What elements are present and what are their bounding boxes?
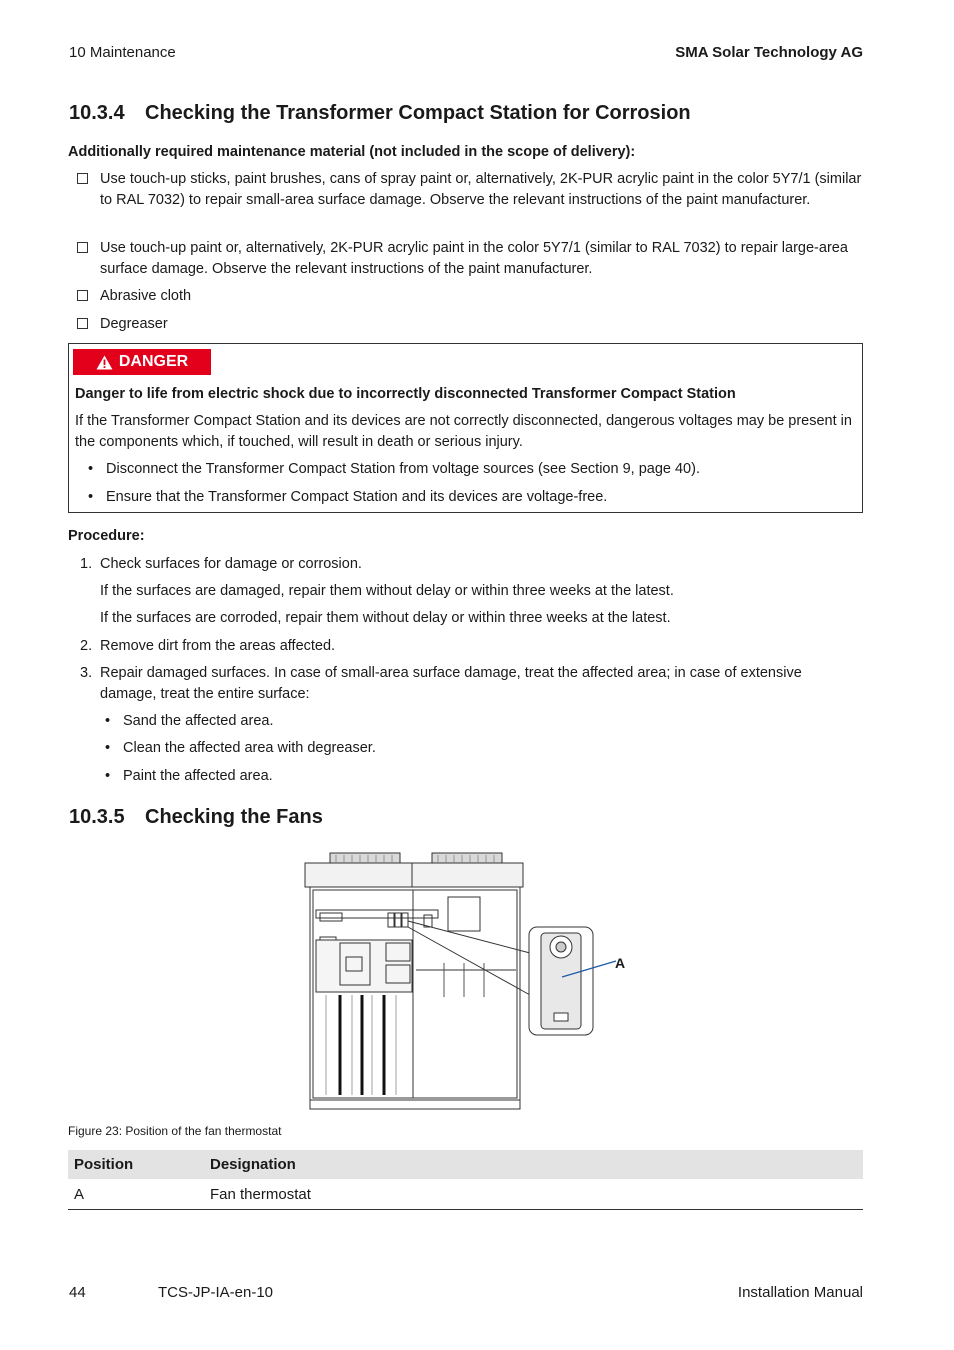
checklist-item — [77, 286, 867, 307]
checklist-text: Degreaser — [100, 316, 168, 332]
position-table — [68, 1150, 863, 1210]
step-bullet — [105, 711, 605, 732]
section-number: 10.3.4 — [69, 102, 125, 124]
manual-title: Installation Manual — [737, 1284, 863, 1301]
procedure-step — [80, 636, 870, 657]
danger-body: If the Transformer Compact Station and its devices are not correctly disconnected, dangerous voltages may be present in the components which, if touched, will result in death or serious injury. — [75, 413, 852, 450]
danger-notice — [68, 343, 863, 513]
step-number: 2. — [80, 638, 93, 654]
table-row — [68, 1179, 863, 1210]
step-text: Check surfaces for damage or corrosion. — [100, 556, 362, 572]
figure-caption: Figure 23: Position of the fan thermostat — [68, 1124, 282, 1138]
document-id: TCS-JP-IA-en-10 — [158, 1284, 274, 1301]
section-title: Checking the Fans — [145, 806, 323, 828]
section-heading-1035 — [69, 806, 323, 829]
section-title: Checking the Transformer Compact Station for Corrosion — [145, 102, 691, 124]
header-section: 10 Maintenance — [69, 44, 176, 61]
section-heading-1034 — [69, 102, 691, 125]
step-bullet-text: Paint the affected area. — [123, 768, 273, 784]
step-bullet-text: Sand the affected area. — [123, 713, 274, 729]
danger-bullet — [88, 459, 868, 480]
checklist-text: Abrasive cloth — [100, 288, 192, 304]
table-cell-position: A — [68, 1179, 204, 1210]
checklist-item — [77, 238, 867, 280]
danger-label-text: DANGER — [118, 353, 189, 370]
bullet-dot: • — [105, 713, 111, 729]
callout-label: A — [615, 955, 626, 971]
checklist-item — [77, 169, 867, 211]
section-number: 10.3.5 — [69, 806, 125, 828]
step-text: Remove dirt from the areas affected. — [100, 638, 336, 654]
bullet-dot: • — [88, 461, 94, 477]
table-header-row — [68, 1150, 863, 1179]
danger-title: Danger to life from electric shock due to incorrectly disconnected Transformer Compact Station — [75, 386, 736, 402]
procedure-step — [80, 554, 870, 575]
bullet-dot: • — [88, 489, 94, 505]
checklist-item — [77, 314, 867, 335]
step-bullet-text: Clean the affected area with degreaser. — [123, 740, 376, 756]
checklist-text: Use touch-up sticks, paint brushes, cans of spray paint or, alternatively, 2K-PUR acrylic paint in the color 5Y7/1 (similar to RAL 7032) to repair small-area surface damage. Observe the relevant instructions of the paint manufacturer. — [100, 171, 862, 208]
danger-label — [73, 349, 211, 375]
header-company: SMA Solar Technology AG — [675, 44, 863, 61]
column-header-designation: Designation — [204, 1150, 863, 1179]
column-header-position: Position — [68, 1150, 204, 1179]
page-number: 44 — [69, 1284, 86, 1301]
fan-thermostat-figure — [300, 845, 640, 1115]
checkbox-icon — [77, 290, 88, 301]
step-number: 1. — [80, 556, 93, 572]
step-number: 3. — [80, 665, 93, 681]
danger-bullet — [88, 487, 868, 508]
material-heading: Additionally required maintenance material (not included in the scope of delivery): — [68, 144, 636, 160]
step-note: If the surfaces are damaged, repair them without delay or within three weeks at the latest. — [100, 583, 674, 599]
danger-bullet-text: Disconnect the Transformer Compact Station from voltage sources (see Section 9, page 40). — [106, 461, 700, 477]
table-cell-designation: Fan thermostat — [204, 1179, 863, 1210]
warning-triangle-icon — [96, 355, 113, 370]
procedure-heading: Procedure: — [68, 528, 145, 544]
checklist-text: Use touch-up paint or, alternatively, 2K-PUR acrylic paint in the color 5Y7/1 (similar to RAL 7032) to repair large-area surface damage. Observe the relevant instructions of the paint manufacturer. — [100, 240, 848, 277]
step-text: Repair damaged surfaces. In case of small-area surface damage, treat the affected area; in case of extensive damage, treat the entire surface: — [100, 665, 802, 702]
checkbox-icon — [77, 173, 88, 184]
step-note: If the surfaces are corroded, repair them without delay or within three weeks at the latest. — [100, 610, 671, 626]
step-bullet — [105, 766, 605, 787]
danger-bullet-text: Ensure that the Transformer Compact Station and its devices are voltage-free. — [106, 489, 608, 505]
checkbox-icon — [77, 318, 88, 329]
bullet-dot: • — [105, 768, 111, 784]
procedure-step — [80, 663, 850, 705]
step-bullet — [105, 738, 605, 759]
bullet-dot: • — [105, 740, 111, 756]
checkbox-icon — [77, 242, 88, 253]
